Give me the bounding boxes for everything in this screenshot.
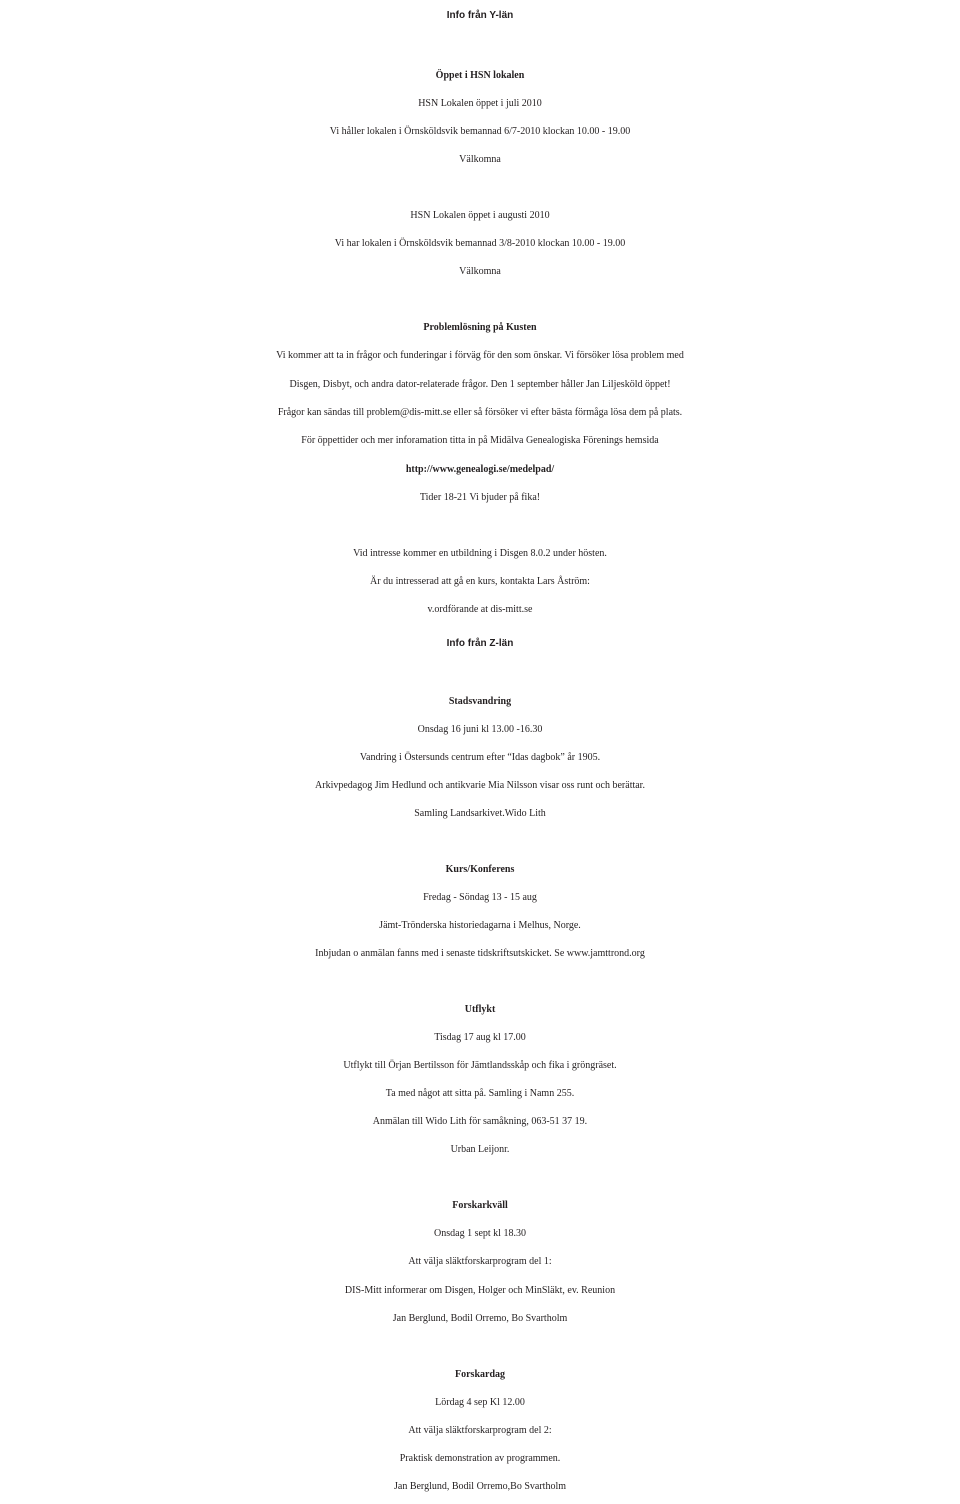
stadsvandring-title: Stadsvandring: [448, 696, 512, 707]
heading-z-lan: Info från Z-län: [446, 638, 514, 649]
forskardag-title: Forskardag: [455, 1369, 505, 1380]
kusten-url-link[interactable]: http://www.genealogi.se/medelpad/: [405, 464, 555, 475]
forskardag-line2: Att välja släktforskarprogram del 2:: [408, 1425, 552, 1436]
forskarkvall-line3: DIS-Mitt informerar om Disgen, Holger och MinSläkt, ev. Reunion: [344, 1285, 616, 1296]
utflykt-line4: Anmälan till Wido Lith för samåkning, 063-51 37 19.: [372, 1116, 588, 1127]
kusten-title: Problemlösning på Kusten: [423, 322, 537, 333]
kusten-line4: För öppettider och mer inforamation titta in på Midälva Genealogiska Förenings hemsida: [301, 435, 659, 446]
hsn-aug-line1: HSN Lokalen öppet i augusti 2010: [410, 210, 550, 221]
hsn-july-line2: Vi håller lokalen i Örnsköldsvik bemannad 6/7-2010 klockan 10.00 - 19.00: [329, 126, 631, 137]
forskardag-line1: Lördag 4 sep Kl 12.00: [435, 1397, 525, 1408]
utflykt-line3: Ta med något att sitta på. Samling i Namn 255.: [385, 1088, 575, 1099]
forskarkvall-line4: Jan Berglund, Bodil Orremo, Bo Svartholm: [392, 1313, 568, 1324]
utflykt-line1: Tisdag 17 aug kl 17.00: [434, 1032, 526, 1043]
hsn-title: Öppet i HSN lokalen: [435, 70, 525, 81]
kusten-line5: Tider 18-21 Vi bjuder på fika!: [419, 492, 541, 503]
kurs-title: Kurs/Konferens: [445, 864, 515, 875]
stadsvandring-line2: Vandring i Östersunds centrum efter “Idas dagbok” år 1905.: [359, 752, 601, 763]
forskarkvall-line1: Onsdag 1 sept kl 18.30: [434, 1228, 526, 1239]
utflykt-title: Utflykt: [464, 1004, 496, 1015]
kurs-line1: Fredag - Söndag 13 - 15 aug: [423, 892, 537, 903]
hsn-aug-line2: Vi har lokalen i Örnsköldsvik bemannad 3/8-2010 klockan 10.00 - 19.00: [334, 238, 626, 249]
stadsvandring-line1: Onsdag 16 juni kl 13.00 -16.30: [417, 724, 543, 735]
kusten-line2: Disgen, Disbyt, och andra dator-relaterade frågor. Den 1 september håller Jan Liljesköld öppet!: [289, 379, 671, 390]
utflykt-line2: Utflykt till Örjan Bertilsson för Jämtlandsskåp och fika i gröngräset.: [343, 1060, 617, 1071]
forskardag-line3: Praktisk demonstration av programmen.: [399, 1453, 561, 1464]
kurs-line2: Jämt-Trönderska historiedagarna i Melhus, Norge.: [379, 920, 581, 931]
kusten-line1: Vi kommer att ta in frågor och funderingar i förväg för den som önskar. Vi försöker lösa problem med: [276, 350, 684, 361]
disgen-line2: Är du intresserad att gå en kurs, kontakta Lars Åström:: [370, 576, 590, 587]
forskardag-line4: Jan Berglund, Bodil Orremo,Bo Svartholm: [393, 1481, 567, 1492]
hsn-july-line1: HSN Lokalen öppet i juli 2010: [418, 98, 542, 109]
kurs-line3: Inbjudan o anmälan fanns med i senaste tidskriftsutskicket. Se www.jamttrond.org: [315, 948, 645, 959]
disgen-line3: v.ordförande at dis-mitt.se: [427, 604, 533, 615]
forskarkvall-line2: Att välja släktforskarprogram del 1:: [408, 1256, 552, 1267]
stadsvandring-line3: Arkivpedagog Jim Hedlund och antikvarie Mia Nilsson visar oss runt och berättar.: [315, 780, 645, 791]
forskarkvall-title: Forskarkväll: [452, 1200, 508, 1211]
hsn-aug-line3: Välkomna: [459, 266, 501, 277]
stadsvandring-line4: Samling Landsarkivet.Wido Lith: [414, 808, 546, 819]
hsn-july-line3: Välkomna: [459, 154, 501, 165]
utflykt-line5: Urban Leijonr.: [450, 1144, 510, 1155]
kusten-line3: Frågor kan sändas till problem@dis-mitt.se eller så försöker vi efter bästa förmåga lösa dem på plats.: [277, 407, 683, 418]
disgen-line1: Vid intresse kommer en utbildning i Disgen 8.0.2 under hösten.: [353, 548, 607, 559]
heading-y-lan: Info från Y-län: [446, 10, 514, 21]
